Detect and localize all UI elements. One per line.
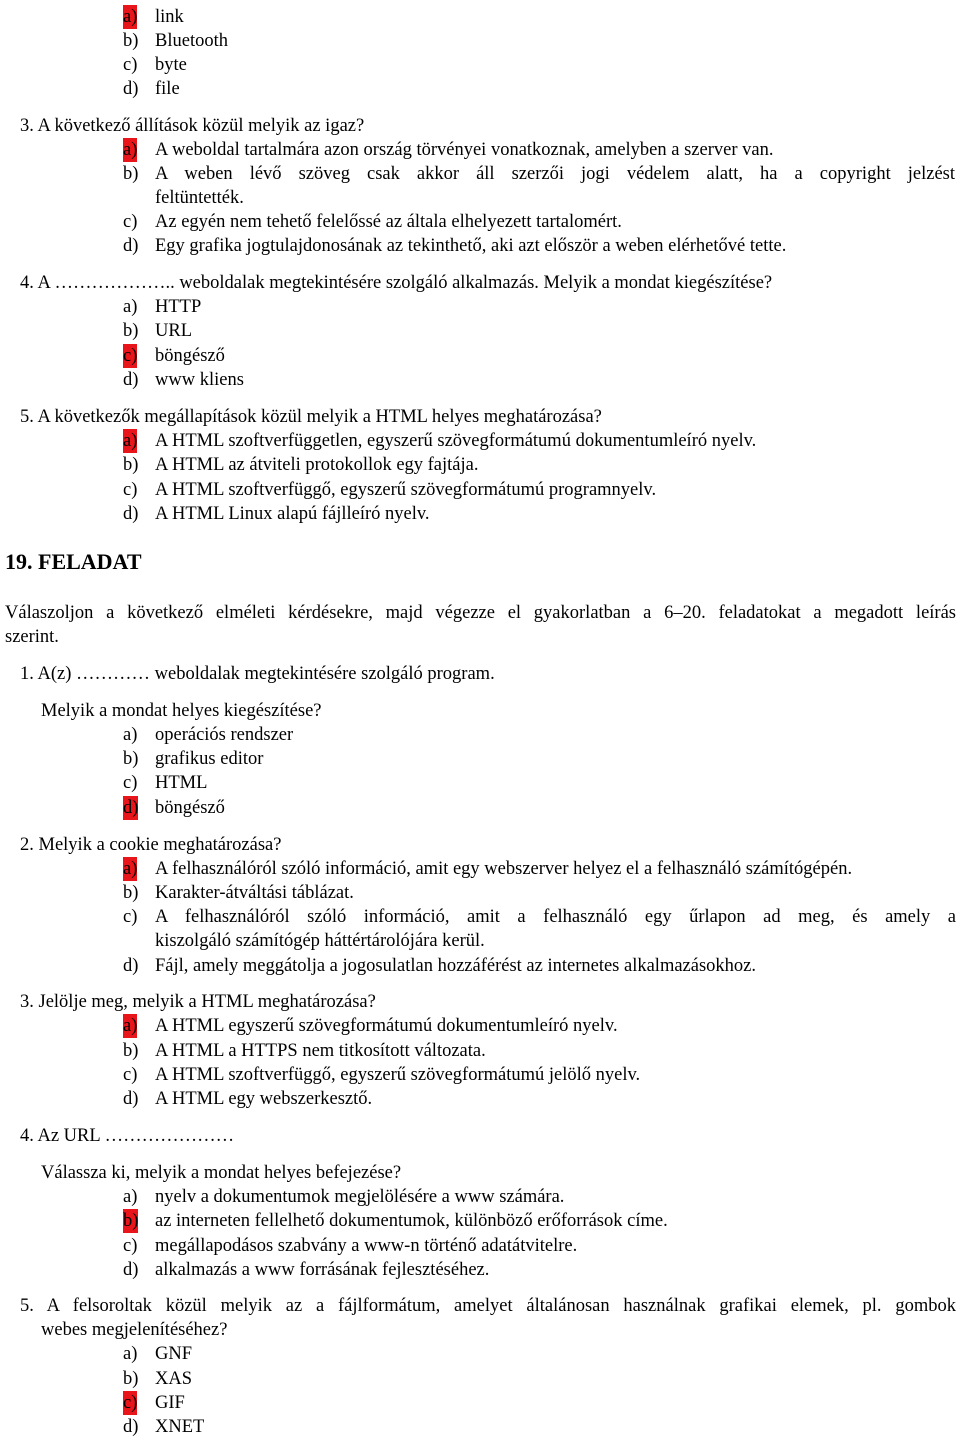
option-text: byte <box>155 55 187 75</box>
option-label: d) <box>123 1089 139 1109</box>
option-label: b) <box>123 164 139 184</box>
option-label: d) <box>123 504 139 524</box>
option-label: b) <box>123 321 139 341</box>
question-text: 5. A következők megállapítások közül melyik a HTML helyes meghatározása? <box>20 407 602 427</box>
option-text: A weboldal tartalmára azon ország törvényei vonatkoznak, amelyben a szerver van. <box>155 140 774 160</box>
option-text: A HTML szoftverfüggetlen, egyszerű szövegformátumú dokumentumleíró nyelv. <box>155 431 757 451</box>
option-text: A HTML szoftverfüggő, egyszerű szövegformátumú programnyelv. <box>155 480 657 500</box>
option-text: Egy grafika jogtulajdonosának az tekinthető, aki azt először a weben elérhetővé tette. <box>155 236 787 256</box>
option-label-highlighted: b) <box>123 1209 138 1233</box>
option-label-highlighted: a) <box>123 138 137 162</box>
option-label: b) <box>123 455 139 475</box>
option-text: A HTML szoftverfüggő, egyszerű szövegformátumú jelölő nyelv. <box>155 1065 641 1085</box>
option-text: A felhasználóról szóló információ, amit egy webszerver helyez el a felhasználó számítógépén. <box>155 859 853 879</box>
option-text: HTML <box>155 773 208 793</box>
option-label-highlighted: a) <box>123 5 137 29</box>
section-heading: 19. FELADAT <box>5 549 142 574</box>
option-text: www kliens <box>155 370 244 390</box>
option-label: b) <box>123 1041 139 1061</box>
option-text: böngésző <box>155 346 225 366</box>
option-label-highlighted: a) <box>123 429 137 453</box>
option-label: c) <box>123 773 138 793</box>
option-text: A HTML egyszerű szövegformátumú dokumentumleíró nyelv. <box>155 1016 618 1036</box>
option-label: d) <box>123 956 139 976</box>
option-text: link <box>155 7 184 27</box>
option-label-highlighted: c) <box>123 1391 137 1415</box>
question-text: 2. Melyik a cookie meghatározása? <box>20 835 282 855</box>
option-text: nyelv a dokumentumok megjelölésére a www számára. <box>155 1187 565 1207</box>
option-text: böngésző <box>155 798 225 818</box>
option-label: c) <box>123 480 138 500</box>
question-text: 4. A ……………….. weboldalak megtekintésére szolgáló alkalmazás. Melyik a mondat kiegészítése? <box>20 273 773 293</box>
option-text: az interneten fellelhető dokumentumok, különböző erőforrások címe. <box>155 1211 668 1231</box>
option-label: b) <box>123 31 139 51</box>
option-label: c) <box>123 907 138 927</box>
option-label-highlighted: a) <box>123 1014 137 1038</box>
option-label: b) <box>123 749 139 769</box>
option-label: d) <box>123 236 139 256</box>
option-text: A HTML Linux alapú fájlleíró nyelv. <box>155 504 430 524</box>
option-label: b) <box>123 1369 139 1389</box>
option-text: HTTP <box>155 297 202 317</box>
option-label: d) <box>123 79 139 99</box>
option-label: c) <box>123 55 138 75</box>
option-label: a) <box>123 725 138 745</box>
option-label: a) <box>123 297 138 317</box>
option-text: file <box>155 79 180 99</box>
option-label: d) <box>123 1260 139 1280</box>
question-text: 5. A felsoroltak közül melyik az a fájlformátum, amelyet általánosan használnak grafikai elemek, pl. gombok <box>20 1296 956 1316</box>
option-label: d) <box>123 1417 139 1437</box>
question-text-continuation: webes megjelenítéséhez? <box>41 1320 228 1340</box>
option-text-continuation: kiszolgáló számítógép háttértárolójára kerül. <box>155 931 485 951</box>
option-text: GIF <box>155 1393 185 1413</box>
option-label: d) <box>123 370 139 390</box>
option-label-highlighted: a) <box>123 857 137 881</box>
option-text: operációs rendszer <box>155 725 294 745</box>
option-label: b) <box>123 883 139 903</box>
section-intro-continuation: szerint. <box>5 627 59 647</box>
option-text: Fájl, amely meggátolja a jogosulatlan hozzáférést az internetes alkalmazásokhoz. <box>155 956 757 976</box>
option-text: alkalmazás a www forrásának fejlesztéséhez. <box>155 1260 490 1280</box>
question-text: 3. Jelölje meg, melyik a HTML meghatározása? <box>20 992 376 1012</box>
question-text: 1. A(z) ………… weboldalak megtekintésére szolgáló program. <box>20 664 495 684</box>
option-text: A weben lévő szöveg csak akkor áll szerzői jogi védelem alatt, ha a copyright jelzést <box>155 164 955 184</box>
option-text: A HTML a HTTPS nem titkosított változata. <box>155 1041 486 1061</box>
option-label: a) <box>123 1187 138 1207</box>
option-text: XAS <box>155 1369 193 1389</box>
option-text: Az egyén nem tehető felelőssé az általa elhelyezett tartalomért. <box>155 212 622 232</box>
option-text: GNF <box>155 1344 193 1364</box>
option-text: Bluetooth <box>155 31 228 51</box>
option-label-highlighted: c) <box>123 344 137 368</box>
option-label: c) <box>123 1065 138 1085</box>
option-text: Karakter-átváltási táblázat. <box>155 883 354 903</box>
option-text: URL <box>155 321 192 341</box>
section-intro: Válaszoljon a következő elméleti kérdésekre, majd végezze el gyakorlatban a 6–20. feladatokat a megadott leírás <box>5 603 956 623</box>
option-text: grafikus editor <box>155 749 264 769</box>
option-label-highlighted: d) <box>123 796 138 820</box>
option-text-continuation: feltüntették. <box>155 188 244 208</box>
option-text: A felhasználóról szóló információ, amit a felhasználó egy űrlapon ad meg, és amely a <box>155 907 956 927</box>
option-text: A HTML egy webszerkesztő. <box>155 1089 373 1109</box>
option-label: a) <box>123 1344 138 1364</box>
option-label: c) <box>123 1236 138 1256</box>
question-text: 4. Az URL ………………… <box>20 1126 235 1146</box>
question-subtext: Válassza ki, melyik a mondat helyes befejezése? <box>41 1163 402 1183</box>
option-text: XNET <box>155 1417 205 1437</box>
question-subtext: Melyik a mondat helyes kiegészítése? <box>41 701 322 721</box>
option-label: c) <box>123 212 138 232</box>
option-text: megállapodásos szabvány a www-n történő adatátvitelre. <box>155 1236 578 1256</box>
question-text: 3. A következő állítások közül melyik az igaz? <box>20 116 365 136</box>
option-text: A HTML az átviteli protokollok egy fajtája. <box>155 455 479 475</box>
